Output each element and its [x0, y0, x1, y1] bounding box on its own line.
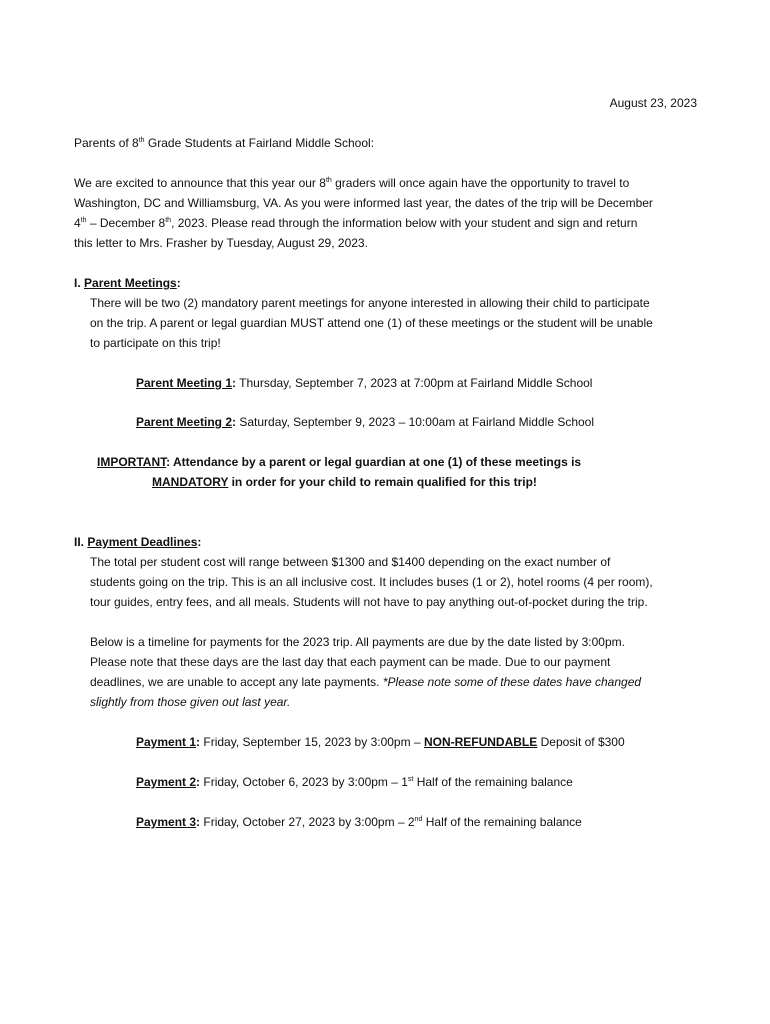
section-colon: : [197, 535, 202, 549]
timeline-line-1: Below is a timeline for payments for the 2023 trip. All payments are due by the date listed by 3:00pm. [90, 635, 625, 649]
section-colon: : [176, 276, 181, 290]
cost-line-3: tour guides, entry fees, and all meals. Students will not have to pay anything out-of-pocket during the trip. [90, 595, 648, 609]
meeting-label: Parent Meeting 2 [136, 415, 233, 429]
payment-text: Half of the remaining balance [422, 815, 582, 829]
intro-text: – December 8 [86, 216, 166, 230]
letter-date: August 23, 2023 [609, 96, 697, 110]
salutation [74, 133, 374, 153]
payment-text: Friday, October 27, 2023 by 3:00pm – 2 [200, 815, 415, 829]
section-title: Parent Meetings [84, 276, 177, 290]
important-label: IMPORTANT [97, 455, 167, 469]
payment-text: Deposit of $300 [537, 735, 625, 749]
payment-sup: st [407, 776, 414, 783]
section-numeral: II. [74, 535, 88, 549]
mandatory-label: MANDATORY [152, 475, 229, 489]
mandatory-notice [152, 472, 537, 492]
cost-line-2: students going on the trip. This is an all inclusive cost. It includes buses (1 or 2), hotel rooms (4 per room), [90, 575, 653, 589]
timeline-line-4: slightly from those given out last year. [90, 695, 291, 709]
section-1-line-2: on the trip. A parent or legal guardian MUST attend one (1) of these meetings or the student will be unable [90, 316, 653, 330]
intro-text: We are excited to announce that this year our 8 [74, 176, 326, 190]
intro-text: , 2023. Please read through the information below with your student and sign and return [171, 216, 638, 230]
non-refundable-label: NON-REFUNDABLE [423, 735, 538, 749]
intro-line-2: Washington, DC and Williamsburg, VA. As you were informed last year, the dates of the trip will be December [74, 196, 653, 210]
meeting-text: Thursday, September 7, 2023 at 7:00pm at Fairland Middle School [236, 376, 593, 390]
payment-3: Payment 3: Friday, October 27, 2023 by 3:00pm – 2nd Half of the remaining balance [136, 815, 582, 829]
intro-line-3 [74, 213, 637, 233]
section-1-line-1: There will be two (2) mandatory parent meetings for anyone interested in allowing their child to participate [90, 296, 650, 310]
parent-meeting-2: Parent Meeting 2: Saturday, September 9, 2023 – 10:00am at Fairland Middle School [136, 415, 595, 429]
intro-sup: th [325, 177, 332, 184]
mandatory-text: in order for your child to remain qualified for this trip! [228, 475, 537, 489]
payment-label: Payment 1 [136, 735, 197, 749]
intro-sup: th [165, 217, 172, 224]
important-text: : Attendance by a parent or legal guardian at one (1) of these meetings is [166, 455, 582, 469]
payment-text: Friday, October 6, 2023 by 3:00pm – 1 [200, 775, 408, 789]
important-notice [97, 452, 581, 472]
timeline-line-2: Please note that these days are the last day that each payment can be made. Due to our payment [90, 655, 611, 669]
payment-text: Half of the remaining balance [413, 775, 573, 789]
payment-text: Friday, September 15, 2023 by 3:00pm – [200, 735, 424, 749]
payment-1: Payment 1: Friday, September 15, 2023 by 3:00pm – NON-REFUNDABLE Deposit of $300 [136, 735, 625, 749]
salutation-text: Parents of 8 [74, 136, 139, 150]
intro-sup: th [80, 217, 87, 224]
section-2-heading [74, 532, 201, 552]
intro-line-1 [74, 173, 629, 193]
intro-line-4: this letter to Mrs. Frasher by Tuesday, August 29, 2023. [74, 236, 368, 250]
cost-line-1: The total per student cost will range between $1300 and $1400 depending on the exact number of [90, 555, 611, 569]
payment-sup: nd [414, 816, 423, 823]
payment-label: Payment 3 [136, 815, 197, 829]
section-1-line-3: to participate on this trip! [90, 336, 221, 350]
timeline-text: deadlines, we are unable to accept any late payments. [90, 675, 383, 689]
salutation-sup: th [138, 137, 145, 144]
payment-label: Payment 2 [136, 775, 197, 789]
salutation-text-end: Grade Students at Fairland Middle School: [144, 136, 375, 150]
section-1-heading [74, 273, 181, 293]
parent-meeting-1: Parent Meeting 1: Thursday, September 7, 2023 at 7:00pm at Fairland Middle School [136, 376, 593, 390]
meeting-text: Saturday, September 9, 2023 – 10:00am at Fairland Middle School [236, 415, 595, 429]
timeline-note: *Please note some of these dates have changed [382, 675, 642, 689]
meeting-label: Parent Meeting 1 [136, 376, 233, 390]
timeline-line-3 [90, 672, 641, 692]
payment-2: Payment 2: Friday, October 6, 2023 by 3:00pm – 1st Half of the remaining balance [136, 775, 573, 789]
intro-text: 4 [74, 216, 81, 230]
section-numeral: I. [74, 276, 85, 290]
section-title: Payment Deadlines [87, 535, 198, 549]
intro-text: graders will once again have the opportunity to travel to [331, 176, 630, 190]
